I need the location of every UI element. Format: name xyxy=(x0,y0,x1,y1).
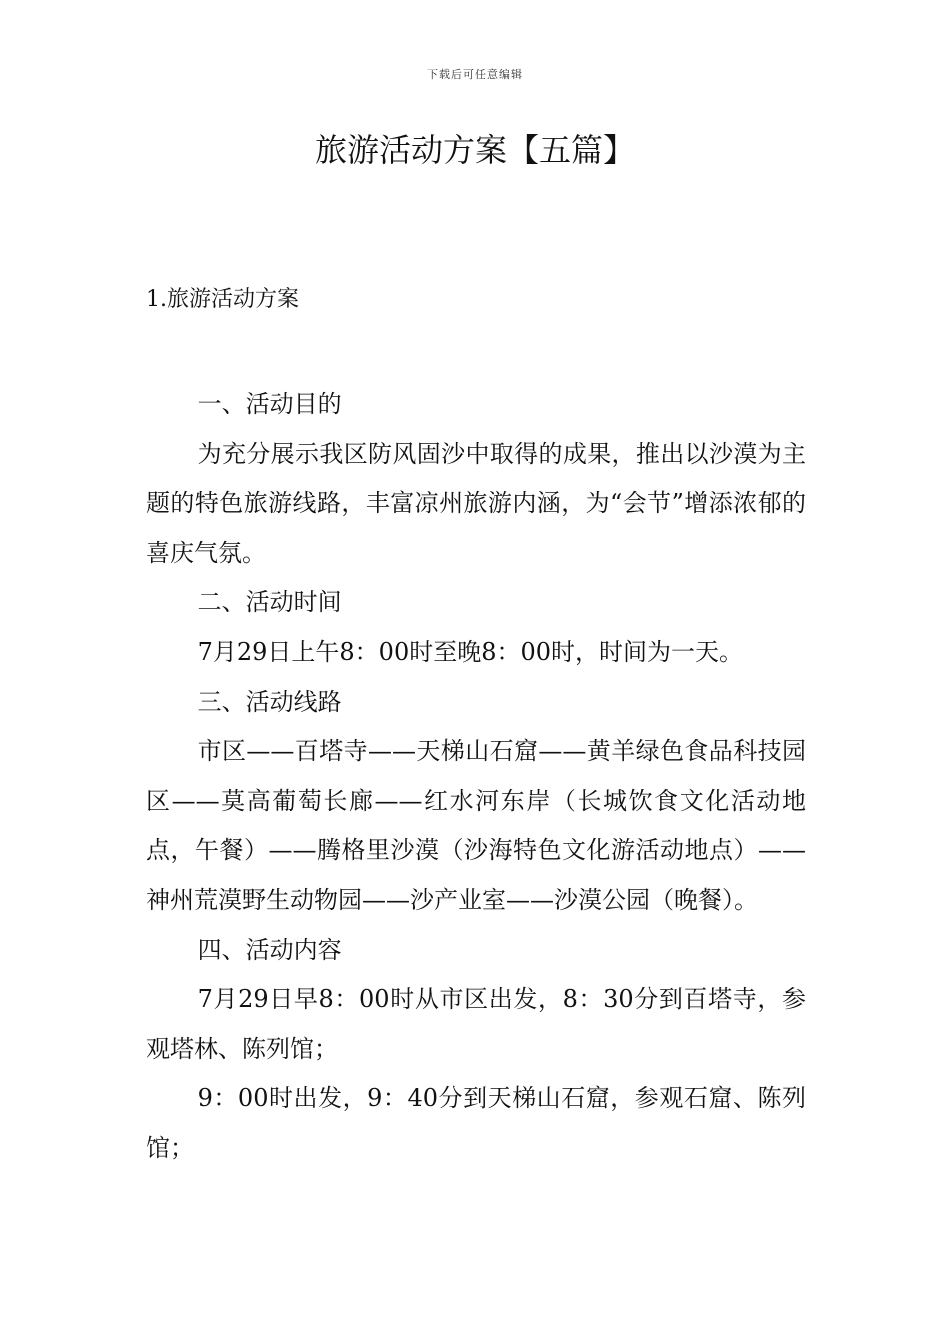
section-heading: 1.旅游活动方案 xyxy=(146,287,299,312)
document-title: 旅游活动方案【五篇】 xyxy=(314,131,635,169)
paragraph-time: 7月29日上午8：00时至晚8：00时，时间为一天。 xyxy=(197,637,744,666)
document-body xyxy=(146,380,806,1174)
heading-route: 三、活动线路 xyxy=(197,687,342,716)
paragraph-content-2: 9：00时出发，9：40分到天梯山石窟，参观石窟、陈列馆； xyxy=(146,1084,806,1162)
heading-purpose: 一、活动目的 xyxy=(197,390,342,418)
paragraph-purpose: 为充分展示我区防风固沙中取得的成果，推出以沙漠为主题的特色旅游线路，丰富凉州旅游内涵，为“会节”增添浓郁的喜庆气氛。 xyxy=(146,439,806,567)
paragraph-route: 市区——百塔寺——天梯山石窟——黄羊绿色食品科技园区——莫高葡萄长廊——红水河东岸（长城饮食文化活动地点，午餐）——腾格里沙漠（沙海特色文化游活动地点）——神州荒漠野生动物园——沙产业室——沙漠公园（晚餐）。 xyxy=(146,737,806,914)
paragraph-content-1: 7月29日早8：00时从市区出发，8：30分到百塔寺，参观塔林、陈列馆； xyxy=(146,985,806,1063)
heading-time: 二、活动时间 xyxy=(197,588,342,617)
header-note: 下载后可任意编辑 xyxy=(427,68,523,81)
heading-content: 四、活动内容 xyxy=(197,935,342,964)
